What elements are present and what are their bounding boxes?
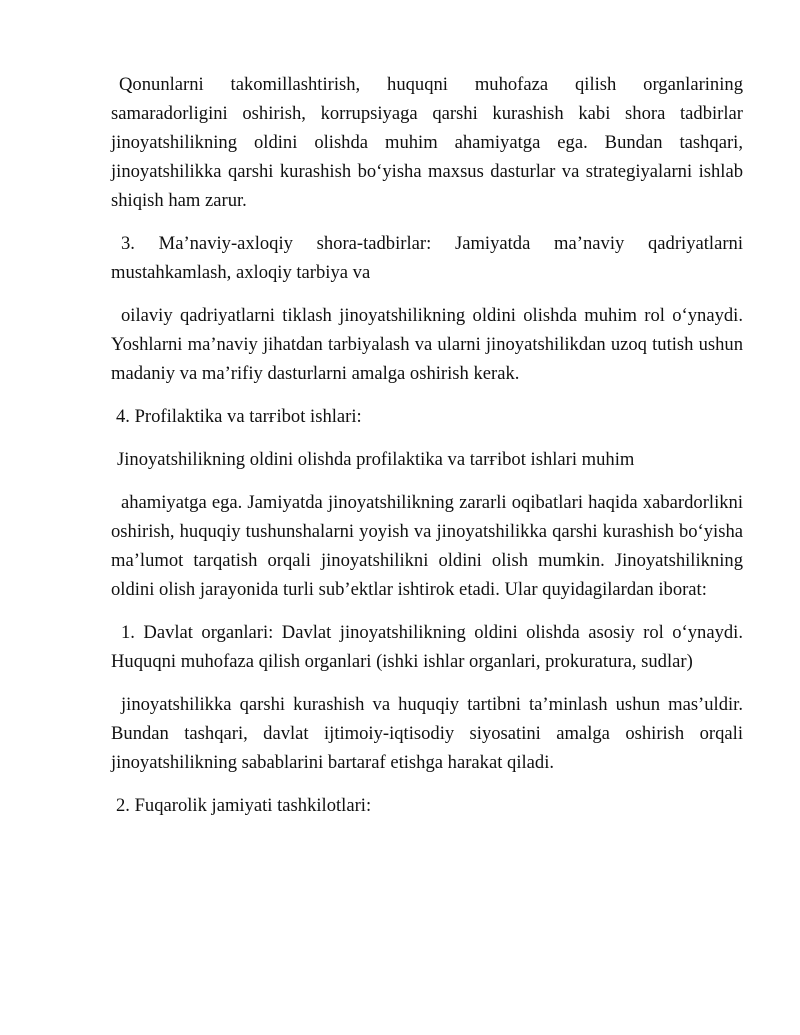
document-page — [111, 70, 743, 834]
paragraph-law-improvement: Qonunlarni takomillashtirish, huquqni muhofaza qilish organlarining samaradorligini oshirish, korrupsiyaga qarshi kurashish kabi shora tadbirlar jinoyatshilikning oldini olishda muhim ahamiyatga ega. Bundan tashqari, jinoyatshilikka qarshi kurashish bo‘yisha maxsus dasturlar va strategiyalarni ishlab shiqish ham zarur. — [111, 74, 743, 211]
paragraph-moral-measures: 3. Ma’naviy-axloqiy shora-tadbirlar: Jamiyatda ma’naviy qadriyatlarni mustahkamlash, axloqiy tarbiya va — [111, 233, 743, 283]
paragraph-family-values: oilaviy qadriyatlarni tiklash jinoyatshilikning oldini olishda muhim rol o‘ynaydi. Yoshlarni ma’naviy jihatdan tarbiyalash va ularni jinoyatshilikdan uzoq tutish ushun madaniy va ma’rifiy dasturlarni amalga oshirish kerak. — [111, 305, 743, 384]
heading-prevention-propaganda: 4. Profilaktika va tarғibot ishlari: — [116, 406, 362, 427]
paragraph-prevention-intro: Jinoyatshilikning oldini olishda profilaktika va tarғibot ishlari muhim — [117, 449, 635, 470]
heading-civil-society: 2. Fuqarolik jamiyati tashkilotlari: — [116, 795, 372, 816]
paragraph-state-bodies: 1. Davlat organlari: Davlat jinoyatshilikning oldini olishda asosiy rol o‘ynaydi. Huquqni muhofaza qilish organlari (ishki ishlar organlari, prokuratura, sudlar) — [111, 622, 743, 672]
paragraph-awareness: ahamiyatga ega. Jamiyatda jinoyatshilikning zararli oqibatlari haqida xabardorlikni oshirish, huquqiy tushunshalarni yoyish va jinoyatshilikka qarshi kurashish bo‘yisha ma’lumot tarqatish orqali jinoyatshilikni oldini olish mumkin. Jinoyatshilikning oldini olish jarayonida turli sub’ektlar ishtirok etadi. Ular quyidagilardan iborat: — [111, 492, 743, 600]
paragraph-state-responsibility: jinoyatshilikka qarshi kurashish va huquqiy tartibni ta’minlash ushun mas’uldir. Bundan tashqari, davlat ijtimoiy-iqtisodiy siyosatini amalga oshirish orqali jinoyatshilikning sabablarini bartaraf etishga harakat qiladi. — [111, 694, 743, 773]
